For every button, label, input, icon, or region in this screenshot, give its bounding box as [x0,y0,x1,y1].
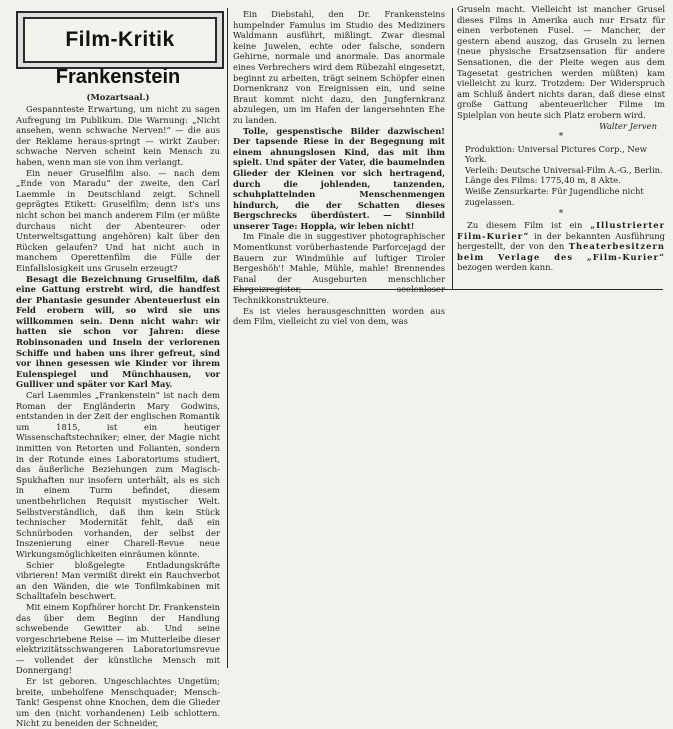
paragraph: Tolle, gespenstische Bilder dazwischen! Der tapsende Riese in der Begegnung mit einem ahnungslosen Kind, das mit ihm spielt. Und später der Vater, die baumelnden Glieder der Kleinen vor sich hertragend, durch die johlenden, tanzenden, schuhplattelnden Menschenmengen hindurch, die der Schatten dieses Bergschrecks überdüstert. — Sinnbild unserer Tage: Hoppla, wir leben nicht! [233,125,445,231]
paragraph: Gruseln macht. Vielleicht ist mancher Grusel dieses Films in Amerika auch nur Ersatz für einen verbotenen Fusel. — Mancher, der gestern abend auszog, das Gruseln zu lernen (neue physische Ersatzsensation für andere Sensationen, die der Pleite wegen aus dem Tagesetat gestrichen werden müßten) kam vielleicht zu kurz. Trotzdem: Der Widerspruch am Schluß ändert nichts daran, daß diese einst große Gattung abenteuerlicher Filme im Spielplan von heute sich Platz erobern wird. [457,4,665,120]
paragraph: Es ist vieles herausgeschnitten worden aus dem Film, vielleicht zu viel von dem, was [233,305,445,327]
paragraph: Im Finale die in suggestiver photographischer Momentkunst vorüberhastende Parforcejagd der Bauern zur Windmühle auf luftiger Tiroler Bergeshöh'! Mahle, Mühle, mahle! Brennendes Fanal der Ausgeburten menschlicher Ehrgeizregister, seelenloser Technikkonstrukteure. [233,231,445,306]
notice-middle: in der bekannten Ausführung hergestellt, der von den [457,230,665,252]
credit-line: Verleih: Deutsche Universal-Film A.-G., Berlin. [465,164,663,175]
paragraph: Er ist geboren. Ungeschlachtes Ungetüm; breite, unbeholfene Menschquader; Mensch-Tank! Gespenst ohne Knochen, dem die Glieder um den (nicht vorhandenen) Leib schlottern. Nicht zu beneiden der Schneider, [16,676,220,729]
film-kurier-notice [457,220,665,273]
film-credits [457,144,665,208]
paragraph: Carl Laemmles „Frankenstein“ ist nach dem Roman der Engländerin Mary Godwins, entstanden in der Zeit der englischen Romantik um 1815, ist ein heutiger Wissenschaftstechniker; einer, der Magie nicht inmitten von Retorten und Folianten, sondern in der Rotunde eines Laboratoriums studiert, das äußerliche Beziehungen zum Magisch-Spukhaften nur insofern unterhält, als es sich in einem Turm befindet, diesem unentbehrlichen Requisit mystischer Welt. Selbstverständlich, daß ihm kein Stück technischer Modernität fehlt, daß ein Schnürboden vorhanden, der selbst der Inszenierung einer Charell-Revue neue Wirkungsmöglichkeiten einräumen könnte. [16,390,220,559]
notice-highlight-2: Theaterbesitzern beim Verlage des „Film-Kurier“ [457,241,665,262]
author-signature: Walter Jerven [599,120,657,131]
credit-line: Länge des Films: 1775,40 m, 8 Akte. [465,175,621,186]
section-title: Film-Kritik [65,28,175,51]
credit-line: Weiße Zensurkarte: Für Jugendliche nicht zugelassen. [465,185,644,207]
venue-label: (Mozartsaal.) [86,92,150,102]
paragraph: Gespannteste Erwartung, um nicht zu sagen Aufregung im Publikum. Die Warnung: „Nicht ansehen, wenn schwache Nerven!“ — die aus der Reklame heraus-springt — wirkt Zauber: schwache Nerven scheint kein Mensch zu haben, wenn man sie von ihm verlangt. [16,104,220,167]
notice-suffix: bezogen werden kann. [457,262,554,273]
credit-line: Produktion: Universal Pictures Corp., New York. [465,143,647,165]
paragraph: Mit einem Kopfhörer horcht Dr. Frankenstein das über dem Beginn der Handlung schwebende Gewitter ab. Und seine vorgeschriebene Reise — im Mutterleibe dieser elektrizitätsschwangeren Laboratoriumsrevue — vollendet der künstliche Mensch mit Donnergang! [16,601,220,676]
column-1 [16,104,220,729]
notice-highlight: „Illustrierter Film-Kurier“ [457,220,665,241]
paragraph: Ein Diebstahl, den Dr. Frankensteins humpelnder Famulus im Studio des Mediziners Waldmann ausführt, mißlingt. Zwar diesmal keine Juwelen, echte oder falsche, sondern Gehirne, normale und anormale. Das anormale eines Verbrechers wird dem Rübezahl eingesetzt, beginnt zu arbeiten, trägt seinem Schöpfer einen Dornenkranz von Ereignissen ein, und seine Braut kommt nicht dazu, den Jungfernkranz abzulegen, um im Hafen der langersehnten Ehe zu landen. [233,9,445,125]
paragraph: Besagt die Bezeichnung Gruselfilm, daß eine Gattung erstrebt wird, die handfest der Phantasie gesunder Abenteuerlust ein Feld erobern will, so wird sie uns willkommen sein. Denn nicht wahr: wir hatten sie schon vor Jahren: diese Robinsonaden und Inseln der verlorenen Schiffe und haben uns ihrer gefreut, sind vor ihnen gesessen wie Kinder vor ihrem Eulenspiegel und Münchhausen, vor Gulliver und später vor Karl May. [16,273,220,390]
column-3 [457,4,665,286]
notice-prefix: Zu diesem Film ist ein [467,220,583,231]
paragraph: Schier bloßgelegte Entladungskräfte vibrieren! Man vermißt direkt ein Rauchverbot an den Wänden, die wie Tonfilmkabinen mit Schalltafeln beschwert. [16,559,220,602]
column-rule-right [452,8,453,290]
section-title-box [16,11,224,69]
film-title: Frankenstein [55,66,181,88]
separator-asterisk: * [558,131,564,142]
separator-asterisk-2: * [558,209,564,220]
column-2 [233,9,445,327]
column-rule-left [227,8,228,668]
paragraph: Ein neuer Gruselfilm also. — nach dem „Ende von Maradu“ der zweite, den Carl Laemmle in Deutschland zeigt. Schnell geprägtes Etikett: Gruselfilm; denn ist's uns nicht schon bei manch anderem Film (er müßte durchaus nicht der Abenteurer- oder Unterweltsgattung angehören) kalt über den Rücken gelaufen? Und hat nicht auch in manchem Operettenfilm die Fülle der Einfallslosigkeit uns Gruseln erzeugt? [16,167,220,273]
